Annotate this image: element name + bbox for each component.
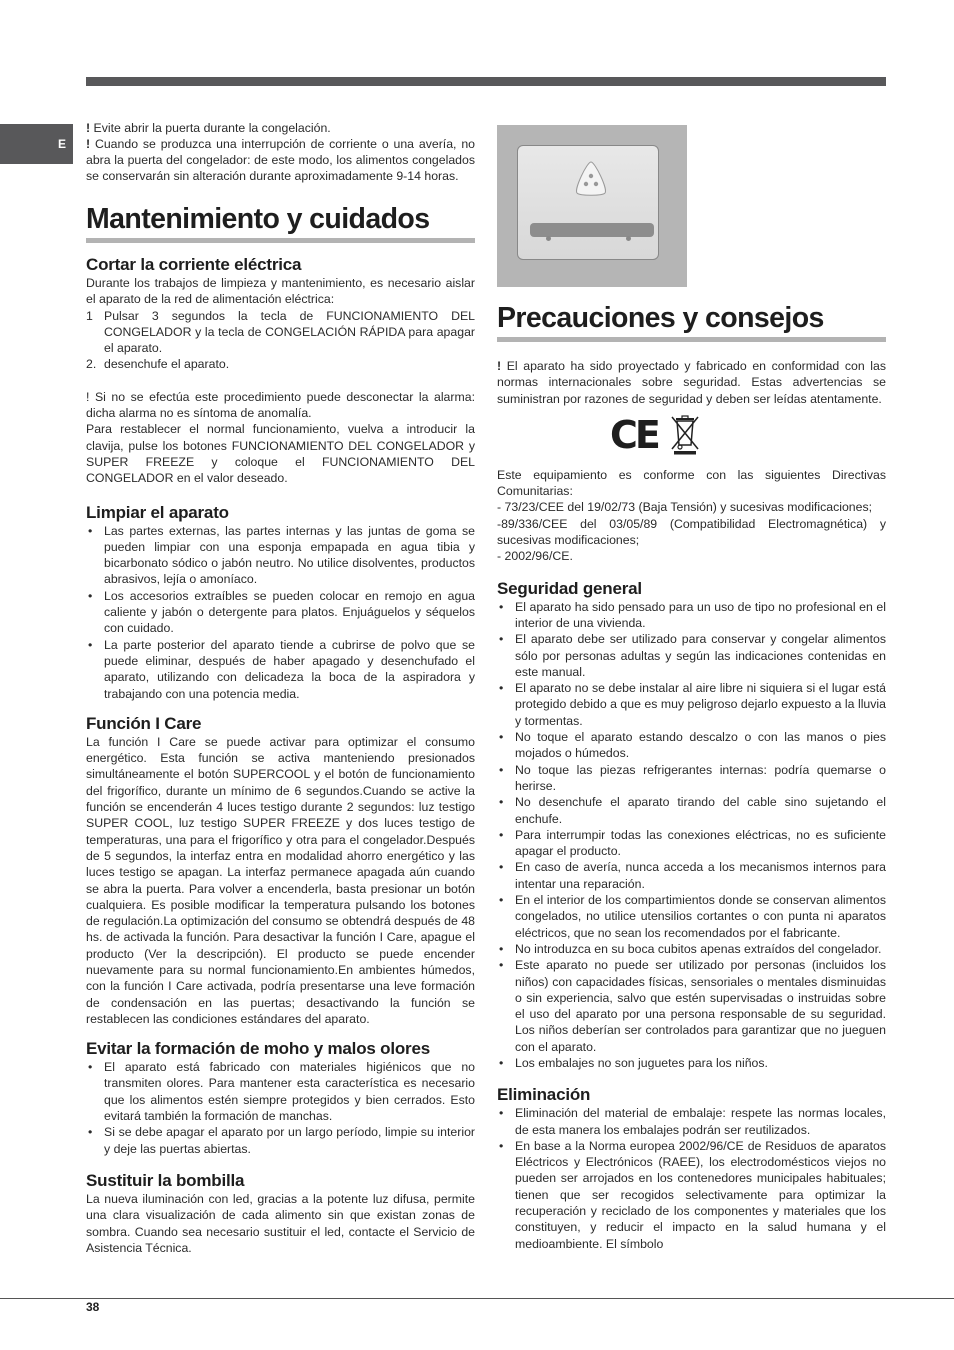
list-item: • Para interrumpir todas las conexiones eléctricas, no es suficiente apagar el producto. xyxy=(497,827,886,860)
restore-note: Para restablecer el normal funcionamiento, vuelva a introducir la clavija, pulse los botones FUNCIONAMIENTO DEL CONGELADOR y SUPER FREEZE y coloque el FUNCIONAMIENTO DEL CONGELADOR en el valor deseado. xyxy=(86,422,475,486)
cut-power-steps xyxy=(86,308,475,373)
display-strip xyxy=(530,223,654,237)
list-item: • Eliminación del material de embalaje: respete las normas locales, de esta manera los embalajes podrán ser reutilizados. xyxy=(497,1105,886,1138)
exclamation-mark: ! xyxy=(86,137,91,151)
warning-text-1: Evite abrir la puerta durante la congelación. xyxy=(90,121,331,135)
list-item: • Los accesorios extraíbles se pueden colocar en remojo en agua caliente y jabón o detergente para platos. Enjuáguelos y séquelos con cuidado. xyxy=(86,588,475,637)
directives-line: - 2002/96/CE. xyxy=(497,549,573,564)
alarm-note: ! Si no se efectúa este procedimiento puede desconectar la alarma: dicha alarma no es síntoma de anomalía. xyxy=(86,389,475,421)
list-item: • Los embalajes no son juguetes para los niños. xyxy=(497,1055,886,1071)
ce-mark: CE xyxy=(610,412,658,457)
list-item: • En base a la Norma europea 2002/96/CE de Residuos de aparatos Eléctricos y Electrónicos (RAEE), los electrodomésticos viejos no pueden ser arrojados en los contenedores municipales habituales; tienen que ser recogidos selectivamente para optimizar la recuperación y reciclado de los componentes y materiales que los constituyen, y reducir el impacto en la salud humana y el medioambiente. El símbolo xyxy=(497,1138,886,1252)
list-item: • Las partes externas, las partes internas y las juntas de goma se pueden limpiar con una esponja empapada en agua tibia y bicarbonato sódico o jabón neutro. No utilice disolventes, productos abrasivos, lejía o amoníaco. xyxy=(86,523,475,588)
heading-cut-power: Cortar la corriente eléctrica xyxy=(86,255,302,274)
list-item: • En caso de avería, nunca acceda a los mecanismos internos para intentar una reparación. xyxy=(497,859,886,892)
right-column xyxy=(497,125,886,1252)
list-item: • La parte posterior del aparato tiende a cubrirse de polvo que se puede eliminar, después de haber apagado y desenchufado el aparato, utilizando con delicadeza la boca de la aspiradora y trabajando con una potencia media. xyxy=(86,637,475,702)
list-item: • El aparato debe ser utilizado para conservar y congelar alimentos sólo por personas adultas y según las indicaciones contenidas en este manual. xyxy=(497,631,886,680)
warning-text-2: Cuando se produzca una interrupción de corriente o una avería, no abra la puerta del congelador: de este modo, los alimentos congelados se conservarán sin alteración durante aproximadamente 9-14 horas. xyxy=(86,137,475,183)
clean-list xyxy=(86,523,475,702)
heading-mould: Evitar la formación de moho y malos olores xyxy=(86,1039,430,1059)
section-title-maintenance: Mantenimiento y cuidados xyxy=(86,202,475,243)
step-text: desenchufe el aparato. xyxy=(104,357,230,372)
directives-line: -89/336/CEE del 03/05/89 (Compatibilidad Electromagnética) y sucesivas modificaciones; xyxy=(497,516,886,548)
control-panel xyxy=(517,145,659,260)
safety-list xyxy=(497,599,886,1072)
list-item: • No introduzca en su boca cubitos apenas extraídos del congelador. xyxy=(497,941,886,957)
section-title-precautions: Precauciones y consejos xyxy=(497,301,886,342)
step-item xyxy=(86,308,475,357)
indicator-light xyxy=(546,236,551,241)
exclamation-mark: ! xyxy=(86,121,91,135)
list-item: • Si se debe apagar el aparato por un largo período, limpie su interior y deje las puertas abiertas. xyxy=(86,1124,475,1157)
list-item: • No toque el aparato estando descalzo o con las manos o pies mojados o húmedos. xyxy=(497,729,886,762)
list-item: • En el interior de los compartimientos donde se conservan alimentos congelados, no utilice utensilios cortantes o con punta ni aparatos eléctricos, que no sean los recomendados por el fabricante. xyxy=(497,892,886,941)
left-column xyxy=(86,120,475,1256)
warning-note-2 xyxy=(86,136,475,184)
directives-line: Este equipamiento es conforme con las siguientes Directivas Comunitarias: xyxy=(497,467,886,499)
directives-line: - 73/23/CEE del 19/02/73 (Baja Tensión) y sucesivas modificaciones; xyxy=(497,500,873,515)
step-text: Pulsar 3 segundos la tecla de FUNCIONAMIENTO DEL CONGELADOR y la tecla de CONGELACIÓN RÁPIDA para apagar el aparato. xyxy=(104,308,475,356)
list-item: • El aparato está fabricado con materiales higiénicos que no transmiten olores. Para mantener esta característica es necesario que los alimentos estén siempre protegidos y bien cerrados. Esto evitará también la formación de manchas. xyxy=(86,1059,475,1124)
warning-note-1 xyxy=(86,120,475,136)
step-number: 1 xyxy=(86,308,93,323)
step-item xyxy=(86,356,475,372)
footer-rule xyxy=(0,1298,954,1299)
bulb-text: La nueva iluminación con led, gracias a la potente luz difusa, permite una clara visualización de cada alimento sin que existan zonas de sombra. Cuando sea necesario sustituir el led, contacte el Servicio de Asistencia Técnica. xyxy=(86,1191,475,1255)
weee-bin-icon xyxy=(670,415,700,455)
step-number: 2. xyxy=(86,357,97,372)
icare-button-icon xyxy=(572,161,610,197)
mould-list xyxy=(86,1059,475,1157)
language-tab xyxy=(0,124,73,164)
heading-bulb: Sustituir la bombilla xyxy=(86,1170,245,1190)
directives-block xyxy=(497,467,886,565)
indicator-light xyxy=(626,236,631,241)
safety-intro-text: El aparato ha sido proyectado y fabricado en conformidad con las normas internacionales sobre seguridad. Estas advertencias se suministran por razones de seguridad y deben ser leídas atentamente. xyxy=(497,359,886,406)
icare-text: La función I Care se puede activar para optimizar el consumo energético. Esta función se activa manteniendo presionados simultáneamente el botón SUPERCOOL y el botón de funcionamiento del frigorífico, durante un mínimo de 6 segundos.Cuando se active la función se encenderán 4 luces testigo durante 2 segundos: luz testigo SUPER COOL, luz testigo SUPER FREEZE y dos luces testigo de temperaturas, una para el frigorífico y otra para el congelador.Después de 5 segundos, la interfaz entra en modalidad ahorro energético y las luces testigo se apagan. La interfaz permanece apagada aún cuando se abra la puerta. Para volver a encenderla, basta presionar un botón cualquiera. Es posible modificar la temperatura pulsando los botones de regulación.La optimización del consumo se obtendrá después de 48 hs. de activada la función. Para desactivar la función I Care, apague el producto (Ver la descripción). El producto se puede encender nuevamente para su normal funcionamiento.En ambientes húmedos, con la función I Care activada, podría presentarse una leve formación de condensación en las puertas; desactivando la función se restablecen las condiciones estándares del aparato. xyxy=(86,734,475,1026)
top-rule xyxy=(86,77,886,86)
heading-clean: Limpiar el aparato xyxy=(86,502,229,522)
control-panel-illustration xyxy=(497,125,687,287)
list-item: • El aparato ha sido pensado para un uso de tipo no profesional en el interior de una vivienda. xyxy=(497,599,886,632)
heading-icare: Función I Care xyxy=(86,713,202,733)
safety-intro xyxy=(497,358,886,407)
disposal-list xyxy=(497,1105,886,1252)
heading-general-safety: Seguridad general xyxy=(497,578,642,598)
list-item: • El aparato no se debe instalar al aire libre ni siquiera si el lugar está protegido debido a que es muy peligroso dejarlo expuesto a la lluvia y tormentas. xyxy=(497,680,886,729)
exclamation-mark: ! xyxy=(497,359,502,373)
list-item: • Este aparato no puede ser utilizado por personas (incluidos los niños) con capacidades físicas, sensoriales o mentales disminuidas o sin experiencia, salvo que estén supervisadas o instruidas sobre el uso del aparato por una persona responsable de su seguridad. Los niños deberían ser controlados para garantizar que no jueguen con el aparato. xyxy=(497,957,886,1055)
heading-disposal: Eliminación xyxy=(497,1085,591,1105)
language-tab-label: E xyxy=(57,137,66,151)
list-item: • No desenchufe el aparato tirando del cable sino sujetando el enchufe. xyxy=(497,794,886,827)
cut-power-intro: Durante los trabajos de limpieza y mantenimiento, es necesario aislar el aparato de la red de alimentación eléctrica: xyxy=(86,276,475,307)
page-number: 38 xyxy=(86,1300,100,1314)
list-item: • No toque las piezas refrigerantes internas: podría quemarse o herirse. xyxy=(497,762,886,795)
compliance-marks xyxy=(610,407,886,455)
